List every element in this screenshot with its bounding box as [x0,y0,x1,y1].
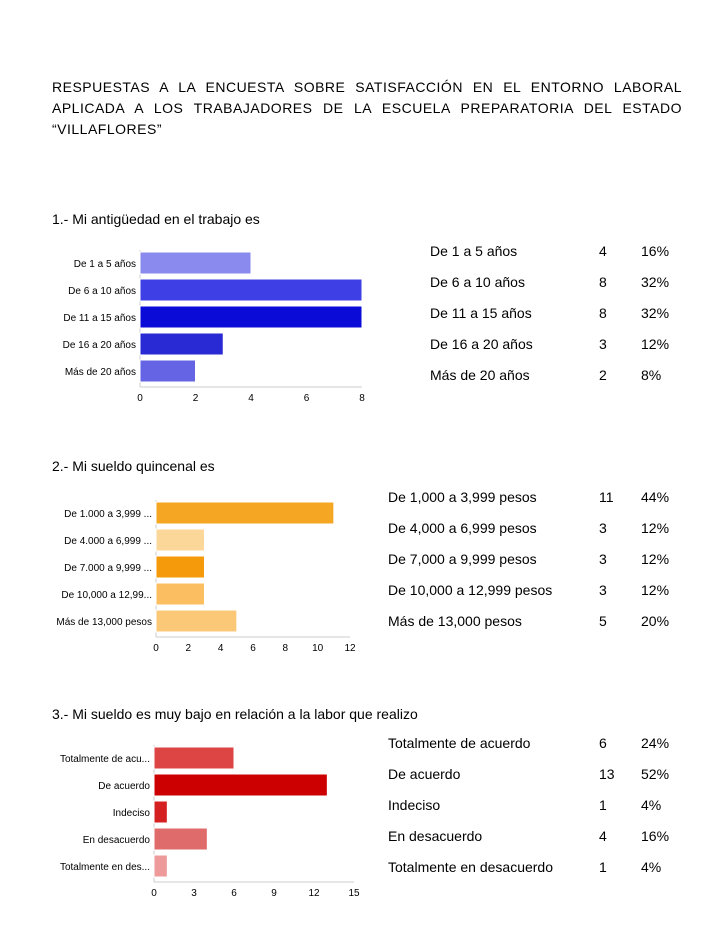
tick-label: 2 [185,643,192,654]
stats-label: De 10,000 a 12,999 pesos [388,582,553,598]
stats-label: De 1 a 5 años [430,243,518,259]
stats-row [388,612,688,643]
stats-percent: 44% [641,489,670,505]
question-1-title: 1.- Mi antigüedad en el trabajo es [52,211,260,227]
chart-sueldo-quincenal [50,500,380,660]
chart-antiguedad [50,250,380,410]
stats-percent: 20% [641,613,670,629]
tick-label: 4 [248,393,254,404]
stats-percent: 8% [641,367,662,383]
stats-percent: 4% [641,859,662,875]
stats-percent: 52% [641,766,670,782]
category-label: De 1.000 a 3,999 ... [64,509,152,520]
bar [154,801,167,823]
tick-label: 4 [217,643,224,654]
stats-count: 2 [599,367,607,383]
chart-sueldo-bajo [50,745,380,905]
tick-label: 6 [303,393,310,404]
bar [154,828,207,850]
tick-label: 15 [348,888,360,899]
tick-label: 12 [344,643,356,654]
category-label: Más de 13,000 pesos [56,617,152,628]
stats-table-sueldo-bajo [388,734,688,889]
stats-count: 3 [599,520,607,536]
stats-row [430,335,690,366]
category-label: Más de 20 años [64,367,136,378]
stats-row [388,550,688,581]
tick-label: 6 [250,643,256,654]
stats-count: 6 [599,735,607,751]
stats-label: Totalmente de acuerdo [388,735,531,751]
stats-label: De 7,000 a 9,999 pesos [388,551,537,567]
category-label: Totalmente en des... [59,862,150,873]
bar [154,774,327,796]
category-label: De 10,000 a 12,99... [61,590,152,601]
stats-label: En desacuerdo [388,828,483,844]
tick-label: 0 [153,643,159,654]
stats-percent: 12% [641,582,670,598]
document-title: RESPUESTAS A LA ENCUESTA SOBRE SATISFACCIÓN EN EL ENTORNO LABORAL APLICADA A LOS TRABAJADORES DE LA ESCUELA PREPARATORIA DEL ESTADO “VILLAFLORES” [52,79,682,137]
question-3-title: 3.- Mi sueldo es muy bajo en relación a la labor que realizo [52,706,418,722]
bar [140,360,196,382]
stats-label: De 11 a 15 años [430,305,532,321]
category-label: De acuerdo [98,781,150,792]
stats-table-sueldo [388,488,688,643]
category-label: Indeciso [112,808,150,819]
tick-label: 0 [151,888,157,899]
stats-count: 5 [599,613,607,629]
stats-count: 1 [599,859,607,875]
category-label: En desacuerdo [82,835,150,846]
category-label: De 4.000 a 6,999 ... [64,536,152,547]
stats-percent: 16% [641,243,670,259]
tick-label: 8 [282,643,289,654]
stats-count: 3 [599,336,607,352]
stats-table-antiguedad [430,242,690,397]
stats-row [388,765,688,796]
bar [140,306,362,328]
stats-count: 13 [599,766,615,782]
tick-label: 8 [359,393,365,404]
stats-label: De 16 a 20 años [430,336,533,352]
tick-label: 0 [137,393,143,404]
tick-label: 6 [231,888,237,899]
bar [156,502,334,524]
category-label: De 16 a 20 años [62,340,136,351]
stats-label: Indeciso [388,797,441,813]
stats-percent: 12% [641,520,670,536]
bar [156,556,205,578]
bar [154,747,234,769]
stats-row [388,488,688,519]
stats-row [430,273,690,304]
stats-count: 11 [599,489,614,505]
bar [156,583,205,605]
stats-count: 4 [599,828,607,844]
stats-percent: 32% [641,274,670,290]
tick-label: 3 [191,888,197,899]
stats-label: De acuerdo [388,766,461,782]
stats-count: 3 [599,551,607,567]
stats-label: Totalmente en desacuerdo [388,859,553,875]
question-2-title: 2.- Mi sueldo quincenal es [52,458,215,474]
stats-row [388,796,688,827]
category-label: Totalmente de acu... [59,754,150,765]
bar [140,279,362,301]
stats-label: De 6 a 10 años [430,274,525,290]
tick-label: 12 [308,888,320,899]
stats-percent: 16% [641,828,670,844]
stats-row [388,581,688,612]
stats-label: De 1,000 a 3,999 pesos [388,489,537,505]
category-label: De 6 a 10 años [68,286,136,297]
stats-count: 8 [599,305,607,321]
category-label: De 7.000 a 9,999 ... [64,563,152,574]
tick-label: 10 [312,643,324,654]
bar [156,610,237,632]
category-label: De 11 a 15 años [63,313,136,324]
bar [156,529,205,551]
stats-row [430,366,690,397]
stats-row [388,519,688,550]
stats-row [430,304,690,335]
stats-count: 8 [599,274,607,290]
bar [154,855,167,877]
stats-percent: 24% [641,735,670,751]
stats-label: Más de 20 años [430,367,530,383]
stats-count: 4 [599,243,607,259]
stats-row [388,827,688,858]
bar [140,333,223,355]
bar [140,252,251,274]
stats-label: De 4,000 a 6,999 pesos [388,520,537,536]
stats-row [388,858,688,889]
stats-count: 1 [599,797,607,813]
stats-percent: 12% [641,551,670,567]
stats-percent: 32% [641,305,670,321]
stats-count: 3 [599,582,607,598]
tick-label: 2 [192,393,199,404]
stats-row [430,242,690,273]
stats-percent: 12% [641,336,670,352]
stats-label: Más de 13,000 pesos [388,613,522,629]
tick-label: 9 [271,888,277,899]
stats-row [388,734,688,765]
category-label: De 1 a 5 años [73,259,136,270]
stats-percent: 4% [641,797,662,813]
